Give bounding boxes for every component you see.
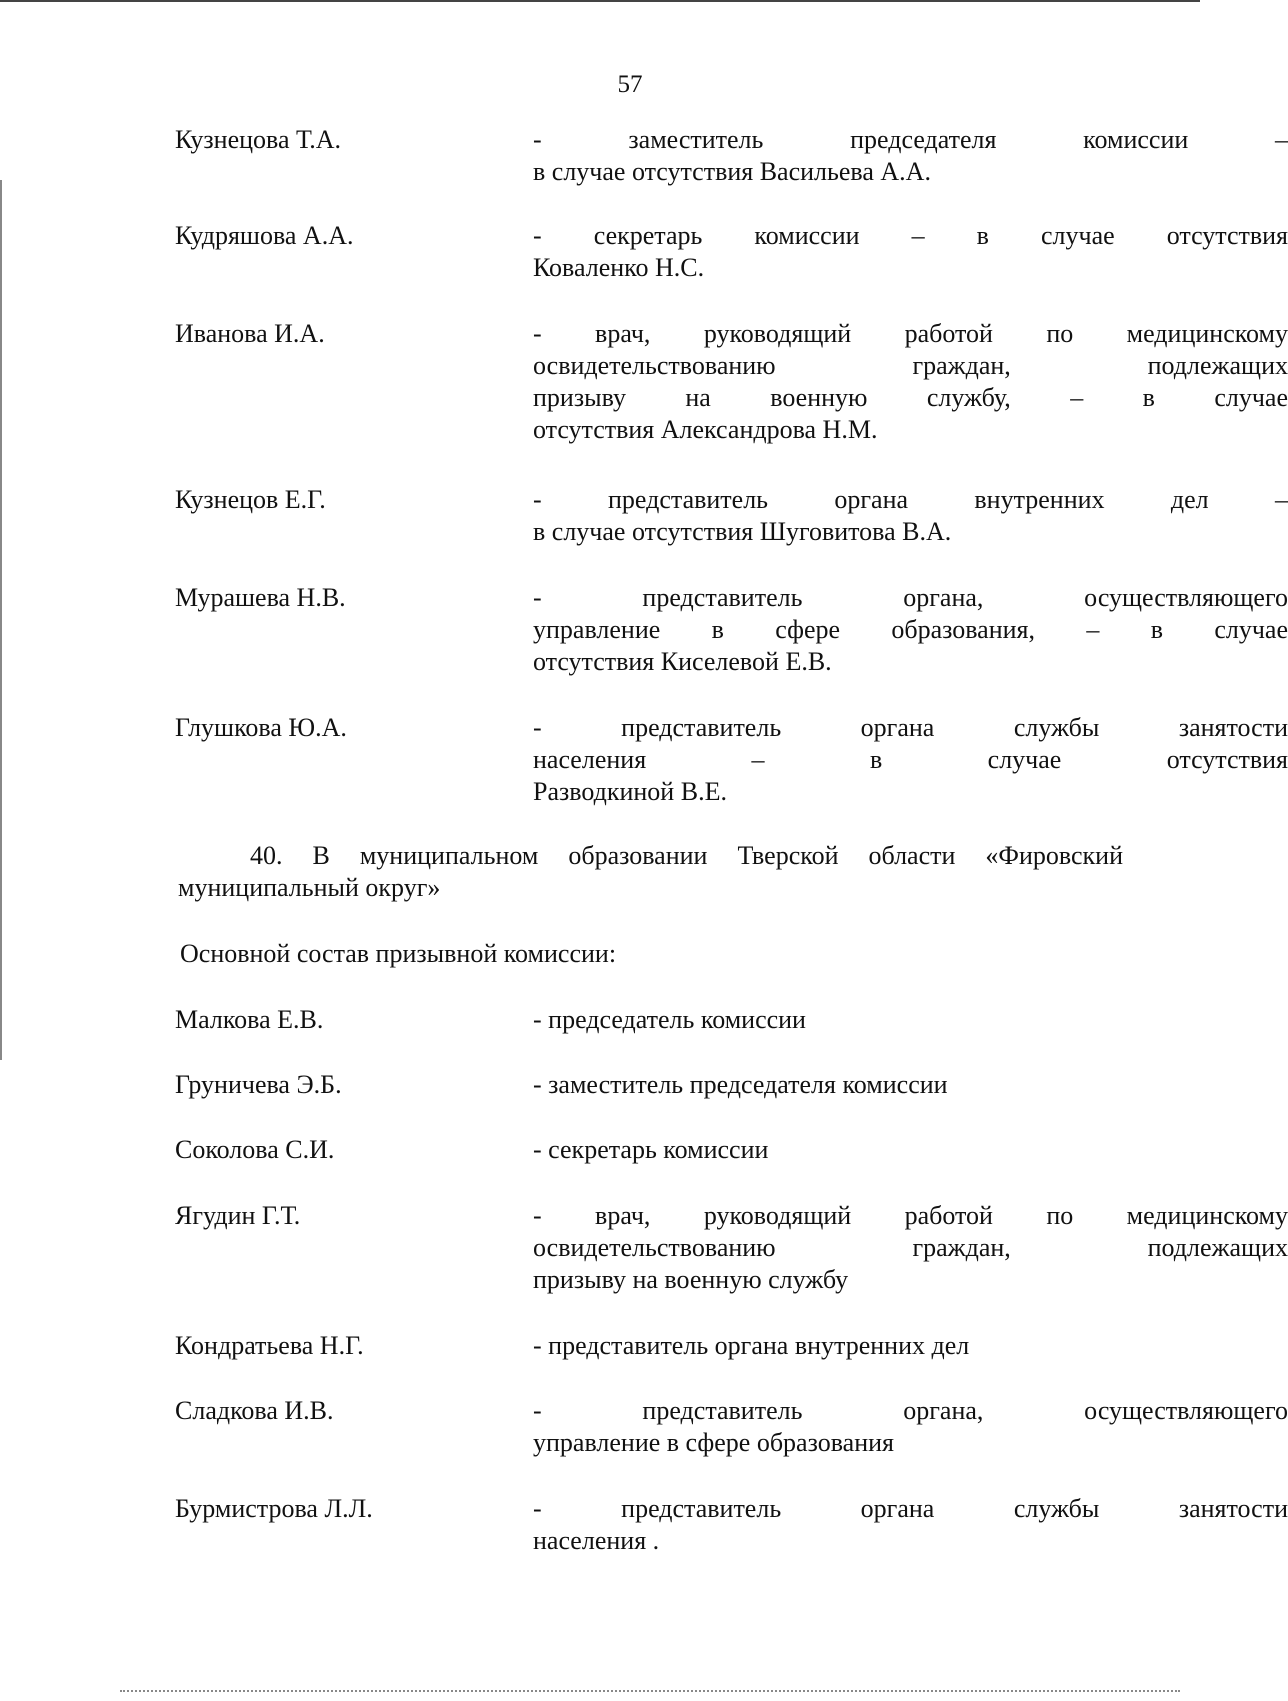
role-line: - представитель органа службы занятости — [533, 713, 1288, 742]
section-line: муниципальный округ» — [178, 873, 441, 902]
role-line: управление в сфере образования — [533, 1428, 894, 1457]
member-role — [533, 1395, 1288, 1459]
role-line: освидетельствованию граждан, подлежащих — [533, 1233, 1288, 1262]
page-number: 57 — [617, 71, 643, 98]
member-role — [533, 1134, 1288, 1166]
member-name: Бурмистрова Л.Л. — [175, 1494, 373, 1523]
role-line: населения – в случае отсутствия — [533, 745, 1288, 774]
role-line: - заместитель председателя комиссии — [533, 1070, 948, 1099]
role-line: Разводкиной В.Е. — [533, 777, 727, 806]
member-role — [533, 1330, 1288, 1362]
member-role — [533, 1200, 1288, 1296]
scan-edge-left — [0, 180, 2, 1060]
section-paragraph — [178, 840, 1123, 904]
role-line: - секретарь комиссии — [533, 1135, 769, 1164]
member-name: Иванова И.А. — [175, 319, 325, 348]
section-line: 40. В муниципальном образовании Тверской области «Фировский — [250, 841, 1123, 870]
member-role — [533, 1493, 1288, 1557]
role-line: - заместитель председателя комиссии – — [533, 125, 1288, 154]
scan-edge-bottom — [120, 1690, 1180, 1692]
member-name: Кудряшова А.А. — [175, 221, 354, 250]
main-composition-heading: Основной состав призывной комиссии: — [180, 939, 617, 968]
member-name: Кузнецова Т.А. — [175, 125, 342, 154]
role-line: - врач, руководящий работой по медицинскому — [533, 1201, 1288, 1230]
role-line: - представитель органа, осуществляющего — [533, 583, 1288, 612]
role-line: отсутствия Александрова Н.М. — [533, 415, 878, 444]
role-line: - врач, руководящий работой по медицинскому — [533, 319, 1288, 348]
role-line: - представитель органа службы занятости — [533, 1494, 1288, 1523]
member-role — [533, 1069, 1288, 1101]
member-name: Сладкова И.В. — [175, 1396, 334, 1425]
member-name: Глушкова Ю.А. — [175, 713, 347, 742]
member-role — [533, 220, 1288, 284]
member-name: Груничева Э.Б. — [175, 1070, 342, 1099]
role-line: в случае отсутствия Шуговитова В.А. — [533, 517, 952, 546]
member-name: Мурашева Н.В. — [175, 583, 346, 612]
role-line: управление в сфере образования, – в случае — [533, 615, 1288, 644]
member-role — [533, 582, 1288, 678]
role-line: в случае отсутствия Васильева А.А. — [533, 157, 931, 186]
role-line: - председатель комиссии — [533, 1005, 806, 1034]
role-line: призыву на военную службу — [533, 1265, 849, 1294]
role-line: - секретарь комиссии – в случае отсутствия — [533, 221, 1288, 250]
member-name: Кондратьева Н.Г. — [175, 1331, 364, 1360]
member-role — [533, 484, 1288, 548]
member-name: Кузнецов Е.Г. — [175, 485, 326, 514]
member-role — [533, 318, 1288, 446]
member-name: Соколова С.И. — [175, 1135, 335, 1164]
role-line: освидетельствованию граждан, подлежащих — [533, 351, 1288, 380]
member-name: Малкова Е.В. — [175, 1005, 324, 1034]
role-line: призыву на военную службу, – в случае — [533, 383, 1288, 412]
member-role — [533, 124, 1288, 188]
member-name: Ягудин Г.Т. — [175, 1201, 301, 1230]
role-line: - представитель органа, осуществляющего — [533, 1396, 1288, 1425]
member-role — [533, 1004, 1288, 1036]
role-line: населения . — [533, 1526, 660, 1555]
role-line: отсутствия Киселевой Е.В. — [533, 647, 832, 676]
role-line: - представитель органа внутренних дел — [533, 1331, 970, 1360]
member-role — [533, 712, 1288, 808]
role-line: - представитель органа внутренних дел – — [533, 485, 1288, 514]
role-line: Коваленко Н.С. — [533, 253, 705, 282]
scan-edge-top — [0, 0, 1200, 2]
